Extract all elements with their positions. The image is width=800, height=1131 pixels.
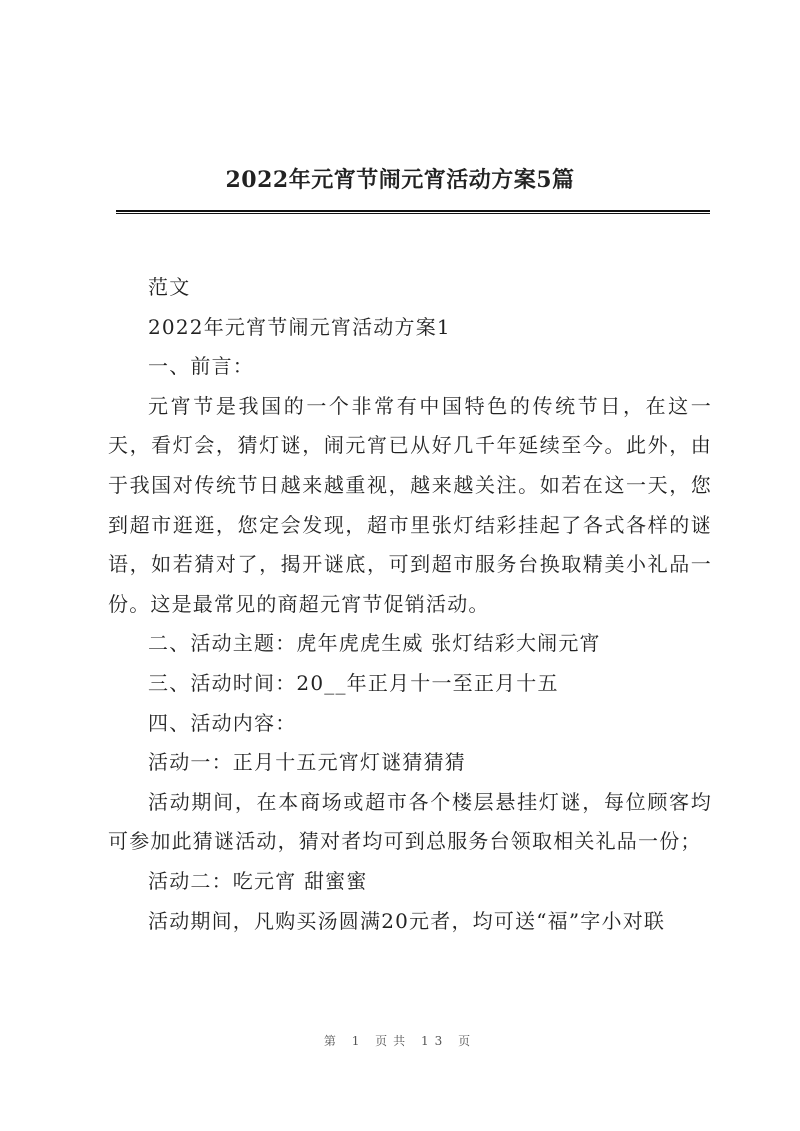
paragraph-subtitle: 2022年元宵节闹元宵活动方案1 bbox=[148, 314, 451, 339]
paragraph-heading-content: 四、活动内容： bbox=[148, 710, 297, 735]
paragraph-theme: 二、活动主题：虎年虎虎生威 张灯结彩大闹元宵 bbox=[148, 631, 601, 656]
document-body bbox=[108, 268, 712, 941]
paragraph-preface-text: 元宵节是我国的一个非常有中国特色的传统节日，在这一天，看灯会，猜灯谜，闹元宵已从好几千年延续至今。此外，由于我国对传统节日越来越重视，越来越关注。如若在这一天，您到超市逛逛，您定会发现，超市里张灯结彩挂起了各式各样的谜语，如若猜对了，揭开谜底，可到超市服务台换取精美小礼品一份。这是最常见的商超元宵节促销活动。 bbox=[108, 393, 712, 616]
page-number-footer: 第 1 页共 13 页 bbox=[323, 1034, 477, 1048]
paragraph-time: 三、活动时间：20__年正月十一至正月十五 bbox=[148, 670, 559, 695]
title-divider bbox=[116, 210, 710, 214]
paragraph-activity-two-text: 活动期间，凡购买汤圆满20元者，均可送“福”字小对联 bbox=[148, 908, 666, 933]
paragraph-activity-one-text: 活动期间，在本商场或超市各个楼层悬挂灯谜，每位顾客均可参加此猜谜活动，猜对者均可到总服务台领取相关礼品一份； bbox=[108, 789, 712, 854]
paragraph-label: 范文 bbox=[148, 275, 191, 299]
paragraph-activity-one: 活动一：正月十五元宵灯谜猜猜猜 bbox=[148, 750, 466, 775]
paragraph-heading-preface: 一、前言： bbox=[148, 354, 254, 379]
paragraph-activity-two: 活动二：吃元宵 甜蜜蜜 bbox=[148, 868, 368, 893]
document-title: 2022年元宵节闹元宵活动方案5篇 bbox=[225, 167, 575, 193]
